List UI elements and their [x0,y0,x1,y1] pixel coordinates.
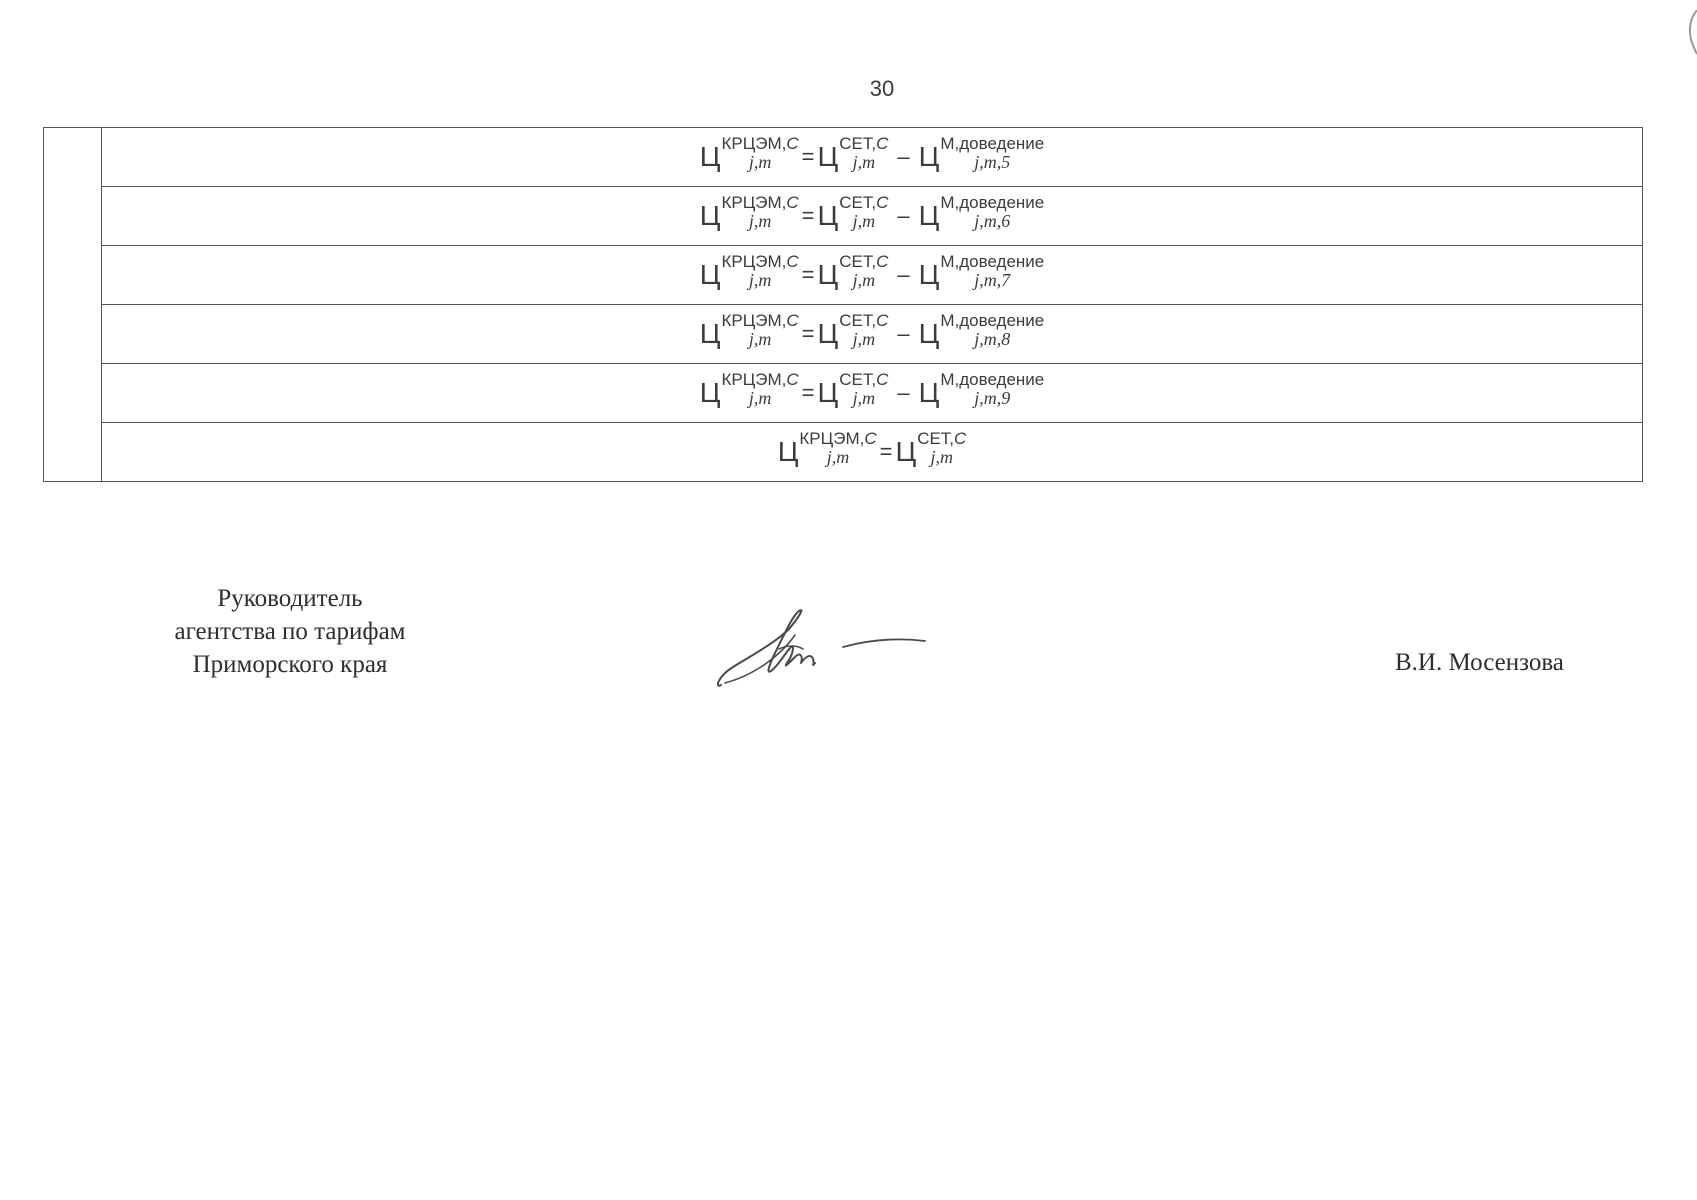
formula-term-krcem: Ц КРЦЭМ,С j,m [699,251,799,291]
minus-sign: – [897,262,910,288]
table-row [44,364,1643,423]
formula-cell [102,364,1643,423]
page-edge-mark [1683,10,1697,70]
equals-sign: = [801,203,815,229]
table-row [44,187,1643,246]
table-row [44,423,1643,482]
formula-term-set: Ц СЕТ,С j,m [817,251,889,291]
price-formula [699,251,1045,291]
formula-term-krcem: Ц КРЦЭМ,С j,m [699,133,799,173]
formula-cell [102,423,1643,482]
minus-sign: – [897,144,910,170]
formula-term-set: Ц СЕТ,С j,m [817,192,889,232]
formula-cell [102,246,1643,305]
equals-sign: = [801,321,815,347]
formula-term-krcem: Ц КРЦЭМ,С j,m [777,428,877,468]
table-row [44,246,1643,305]
formula-term-dovedenie: Ц М,доведение j,m,5 [918,133,1045,173]
formula-term-set: Ц СЕТ,С j,m [817,133,889,173]
row-index-cell [44,423,102,482]
equals-sign: = [801,262,815,288]
price-formula [777,428,967,468]
formula-cell [102,187,1643,246]
row-index-cell [44,187,102,246]
equals-sign: = [879,439,893,465]
price-formula [699,133,1045,173]
page-number: 30 [869,76,895,101]
formula-term-krcem: Ц КРЦЭМ,С j,m [699,310,799,350]
handwritten-signature [715,605,930,695]
formula-table [43,127,1643,482]
signatory-title-line: Приморского края [192,651,388,678]
row-index-cell [44,305,102,364]
minus-sign: – [897,203,910,229]
formula-term-krcem: Ц КРЦЭМ,С j,m [699,192,799,232]
formula-cell [102,305,1643,364]
price-formula [699,310,1045,350]
formula-term-dovedenie: Ц М,доведение j,m,9 [918,369,1045,409]
equals-sign: = [801,380,815,406]
formula-term-krcem: Ц КРЦЭМ,С j,m [699,369,799,409]
formula-term-set: Ц СЕТ,С j,m [895,428,967,468]
equals-sign: = [801,144,815,170]
formula-term-dovedenie: Ц М,доведение j,m,7 [918,251,1045,291]
table-row [44,305,1643,364]
signer-name: В.И. Мосензова [1395,649,1564,676]
minus-sign: – [897,380,910,406]
price-formula [699,369,1045,409]
row-index-cell [44,128,102,187]
signatory-title-line: Руководитель [217,585,363,612]
formula-term-set: Ц СЕТ,С j,m [817,310,889,350]
row-index-cell [44,246,102,305]
signatory-title-line: агентства по тарифам [174,618,406,645]
formula-term-dovedenie: Ц М,доведение j,m,6 [918,192,1045,232]
signatory-title [130,582,450,681]
formula-term-dovedenie: Ц М,доведение j,m,8 [918,310,1045,350]
price-formula [699,192,1045,232]
table-row [44,128,1643,187]
formula-term-set: Ц СЕТ,С j,m [817,369,889,409]
formula-cell [102,128,1643,187]
row-index-cell [44,364,102,423]
minus-sign: – [897,321,910,347]
